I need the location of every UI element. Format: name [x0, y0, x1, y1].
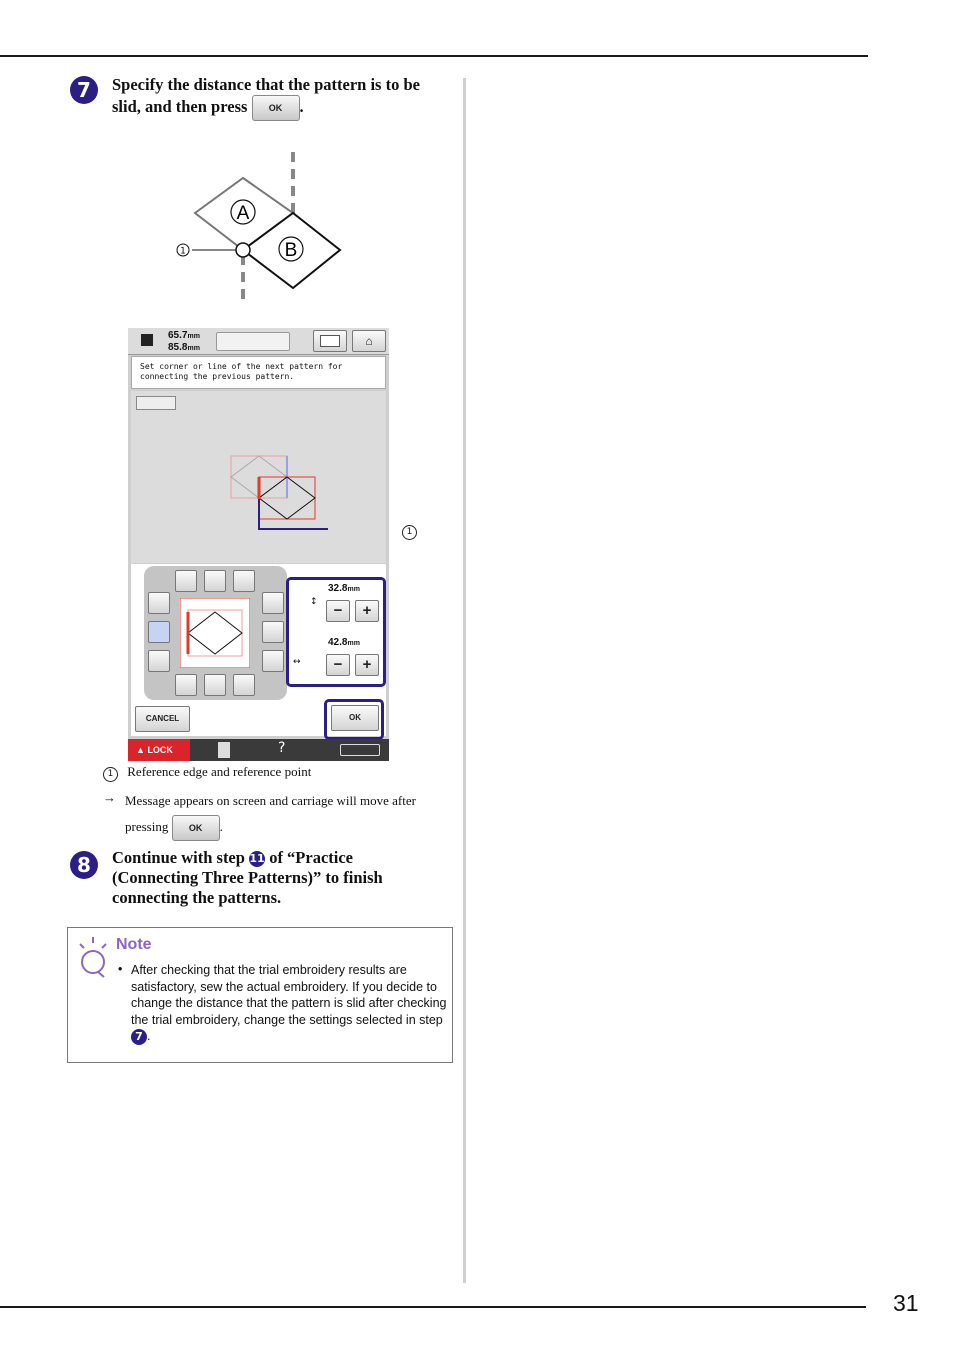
height-unit: mm — [187, 345, 200, 352]
column-divider — [463, 78, 466, 1283]
vertical-readout — [328, 583, 360, 594]
vertical-value: 32.8 — [328, 583, 348, 594]
label-b: B — [284, 240, 298, 261]
ref-right-top-button[interactable] — [262, 592, 284, 614]
top-rule — [0, 55, 868, 57]
lock-button[interactable] — [128, 739, 190, 761]
connection-diagram — [170, 148, 350, 308]
horizontal-unit: mm — [347, 640, 360, 647]
screen-callout-1 — [402, 521, 417, 540]
ref-top-center-button[interactable] — [204, 570, 226, 592]
width-value: 65.7 — [168, 330, 188, 341]
machine-screen — [128, 328, 389, 761]
note-box — [67, 927, 453, 1063]
ref-preview-bg — [180, 598, 250, 668]
step-8-badge: 8 — [70, 851, 98, 879]
bulb-body — [82, 951, 104, 973]
ref-top-right-button[interactable] — [233, 570, 255, 592]
embroidery-icon — [320, 335, 340, 347]
vertical-icon: ↕ — [310, 597, 318, 607]
reference-preview — [180, 598, 250, 668]
vertical-unit: mm — [347, 586, 360, 593]
note-bullet: • — [118, 962, 123, 976]
ok-button-image: OK — [252, 95, 300, 121]
result-period: . — [219, 819, 223, 834]
callout-1: 1 — [180, 246, 186, 257]
ref-left-top-button[interactable] — [148, 592, 170, 614]
preview-toolbar — [136, 396, 176, 410]
note-title: Note — [116, 936, 152, 953]
step-8-before: Continue with step — [112, 848, 245, 867]
vertical-plus-button[interactable]: + — [355, 600, 379, 622]
result-text — [125, 788, 450, 841]
hoop-size-icon — [216, 332, 290, 351]
step-7-instruction: Specify the distance that the pattern is to be slid, and then press — [112, 75, 420, 116]
horizontal-value: 42.8 — [328, 637, 348, 648]
warning-icon: ▲ — [136, 745, 145, 755]
ref-bottom-left-button[interactable] — [175, 674, 197, 696]
horizontal-plus-button[interactable]: + — [355, 654, 379, 676]
horizontal-icon: ↔ — [293, 657, 301, 667]
result-ok-image: OK — [172, 815, 220, 841]
help-icon[interactable]: ? — [278, 740, 286, 756]
ref-right-center-button[interactable] — [262, 621, 284, 643]
horizontal-readout — [328, 637, 360, 648]
legend-item-1-text: Reference edge and reference point — [127, 764, 312, 779]
label-a: A — [236, 203, 250, 224]
embroidery-mode-button[interactable] — [313, 330, 347, 352]
screen-cancel-button[interactable]: CANCEL — [135, 706, 190, 732]
page-number: 31 — [893, 1290, 919, 1316]
ref-top-left-button[interactable] — [175, 570, 197, 592]
note-step-ref: 7 — [131, 1029, 147, 1045]
step-7-badge: 7 — [70, 76, 98, 104]
bottom-rule — [0, 1306, 866, 1308]
bulb-ray-1 — [80, 944, 84, 948]
home-icon: ⌂ — [365, 334, 373, 348]
bulb-base — [98, 972, 104, 977]
bulb-ray-3 — [102, 944, 106, 948]
step-7-period: . — [299, 96, 304, 116]
ref-right-bottom-button[interactable] — [262, 650, 284, 672]
size-icon — [141, 334, 153, 346]
screen-callout-circle: 1 — [402, 525, 417, 540]
size-readout — [168, 330, 200, 354]
screen-ok-button[interactable]: OK — [331, 705, 379, 731]
height-value: 85.8 — [168, 342, 188, 353]
result-arrow: → — [103, 790, 116, 805]
presser-foot-icon[interactable] — [340, 744, 380, 756]
checklist-icon[interactable] — [218, 742, 230, 758]
home-button[interactable] — [352, 330, 386, 352]
width-unit: mm — [187, 333, 200, 340]
legend-item-1 — [103, 763, 453, 782]
horizontal-minus-button[interactable]: − — [326, 654, 350, 676]
lock-label: LOCK — [147, 745, 173, 755]
ref-bottom-center-button[interactable] — [204, 674, 226, 696]
reference-point — [236, 243, 250, 257]
result-message: Message appears on screen and carriage will move after pressing — [125, 793, 416, 834]
preview-patterns — [228, 453, 328, 538]
lightbulb-icon — [76, 936, 110, 978]
vertical-minus-button[interactable]: − — [326, 600, 350, 622]
step-11-ref: 11 — [249, 852, 265, 866]
step-8-after: of “Practice (Connecting Three Patterns)” to finish connecting the patterns. — [112, 848, 383, 907]
ref-bottom-right-button[interactable] — [233, 674, 255, 696]
ref-left-bottom-button[interactable] — [148, 650, 170, 672]
screen-message: Set corner or line of the next pattern for connecting the previous pattern. — [131, 356, 386, 389]
step-7-text — [112, 74, 452, 121]
note-text: After checking that the trial embroidery results are satisfactory, sew the actual embroidery. If you decide to change the distance that the pattern is slid after checking the trial embroidery, change the settings selected in step — [131, 963, 447, 1027]
ref-left-center-button[interactable] — [148, 621, 170, 643]
legend-item-1-num: 1 — [103, 767, 118, 782]
note-period: . — [147, 1029, 151, 1044]
step-8-text — [112, 848, 412, 908]
note-body — [131, 962, 447, 1045]
